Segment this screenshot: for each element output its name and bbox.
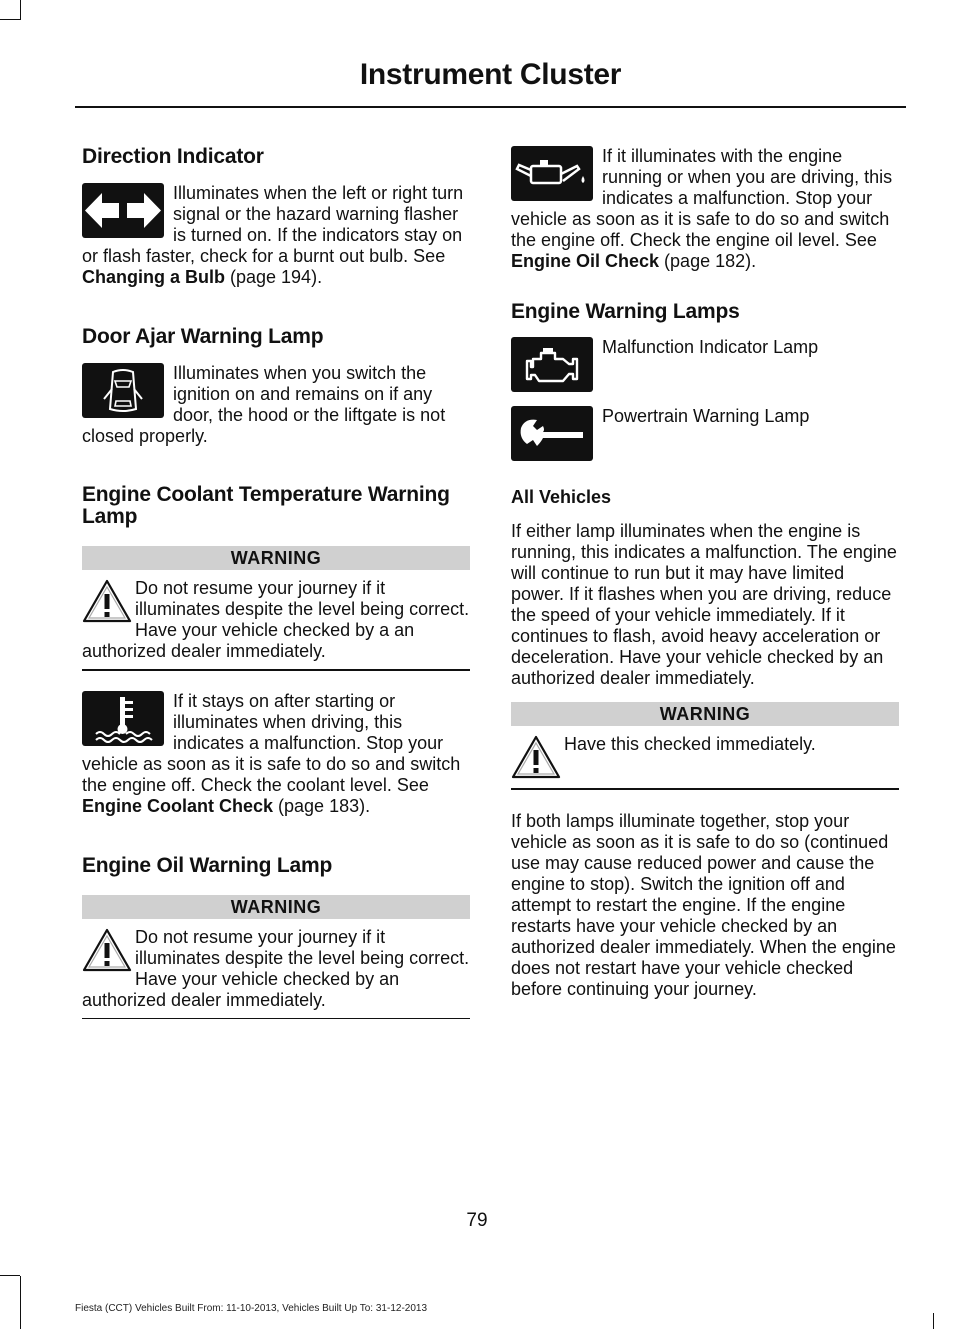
left-column <box>82 146 470 1019</box>
oil-page-ref: (page 182). <box>659 251 757 271</box>
engine-warning-heading: Engine Warning Lamps <box>511 300 740 323</box>
warning-body <box>511 726 899 780</box>
direction-indicator-section <box>82 183 470 288</box>
oil-warning-box <box>82 895 470 1020</box>
crop-mark <box>20 0 21 20</box>
all-vehicles-text: If either lamp illuminates when the engine is running, this indicates a malfunction. The engine will continue to run but it may have limited power. If it flashes when you are driving, reduce the speed of your vehicle immediately. If it continues to flash, avoid heavy acceleration or deceleration. Have your vehicle checked by an authorized dealer immediately. <box>511 521 897 688</box>
door-ajar-section <box>82 363 470 447</box>
coolant-check-link: Engine Coolant Check <box>82 795 274 816</box>
warning-rule <box>82 1018 470 1020</box>
direction-indicator-heading: Direction Indicator <box>82 145 264 168</box>
oil-lamp-section <box>511 146 899 272</box>
engine-warning-box <box>511 702 899 790</box>
warning-header: WARNING <box>82 895 470 919</box>
direction-arrows-icon <box>82 183 164 238</box>
warning-header: WARNING <box>82 546 470 570</box>
warning-body <box>82 570 470 662</box>
warning-body <box>82 919 470 1011</box>
door-ajar-text: Illuminates when you switch the ignition on and remains on if any door, the hood or the liftgate is not closed properly. <box>82 363 446 446</box>
powertrain-label: Powertrain Warning Lamp <box>602 406 810 426</box>
mil-label: Malfunction Indicator Lamp <box>602 337 819 357</box>
engine-warning-text: Have this checked immediately. <box>564 734 816 754</box>
coolant-lamp-section <box>82 691 470 817</box>
title-rule <box>75 106 906 108</box>
door-ajar-car-icon <box>82 363 164 418</box>
crop-mark <box>20 1276 21 1329</box>
coolant-warning-text: Do not resume your journey if it illuminates despite the level being correct. Have your vehicle checked by a an authorized dealer immediately. <box>82 578 470 661</box>
direction-text: Illuminates when the left or right turn signal or the hazard warning flasher is turned on. If the indicators stay on or flash faster, check for a burnt out bulb. See <box>82 183 464 266</box>
right-column <box>511 146 899 1000</box>
warning-triangle-icon <box>82 928 132 973</box>
door-ajar-heading: Door Ajar Warning Lamp <box>82 325 324 348</box>
coolant-page-ref: (page 183). <box>273 795 371 816</box>
coolant-warning-box <box>82 546 470 671</box>
engine-oil-heading: Engine Oil Warning Lamp <box>82 853 333 877</box>
oil-text: If it illuminates with the engine running or when you are driving, this indicates a malfunction. Stop your vehicle as soon as it is safe to do so and switch the engine off. Check the engine oil level. See <box>511 146 893 250</box>
page-number: 79 <box>466 1210 488 1231</box>
coolant-heading: Engine Coolant Temperature Warning Lamp <box>82 483 450 528</box>
engine-icon <box>511 337 593 392</box>
oil-check-link: Engine Oil Check <box>511 251 660 271</box>
crop-mark <box>933 1313 934 1329</box>
wrench-icon <box>511 406 593 461</box>
coolant-text: If it stays on after starting or illuminates when driving, this indicates a malfunction. Stop your vehicle as soon as it is safe to do so and switch the engine off. Check the coolant level. See <box>82 690 461 795</box>
direction-page-ref: (page 194). <box>225 267 323 287</box>
warning-triangle-icon <box>82 579 132 624</box>
mil-row <box>511 337 899 392</box>
both-lamps-text: If both lamps illuminate together, stop your vehicle as soon as it is safe to do so (continued use may cause reduced power and cause the engine to stop). Switch the ignition off and attempt to restart the engine. If the engine restarts have your vehicle checked by an authorized dealer immediately. When the engine does not restart have your vehicle checked before continuing your journey. <box>511 810 896 999</box>
coolant-temperature-icon <box>82 691 164 746</box>
footer-text: Fiesta (CCT) Vehicles Built From: 11-10-2013, Vehicles Built Up To: 31-12-2013 <box>75 1303 428 1314</box>
oil-can-icon <box>511 146 593 201</box>
oil-warning-text: Do not resume your journey if it illuminates despite the level being correct. Have your vehicle checked by an authorized dealer immediately. <box>82 926 470 1010</box>
warning-header: WARNING <box>511 702 899 726</box>
page-title: Instrument Cluster <box>359 58 622 91</box>
powertrain-row <box>511 406 899 461</box>
crop-mark <box>0 1275 20 1276</box>
changing-bulb-link: Changing a Bulb <box>82 267 225 287</box>
all-vehicles-heading: All Vehicles <box>511 487 612 507</box>
warning-triangle-icon <box>511 735 561 780</box>
crop-mark <box>0 19 20 20</box>
